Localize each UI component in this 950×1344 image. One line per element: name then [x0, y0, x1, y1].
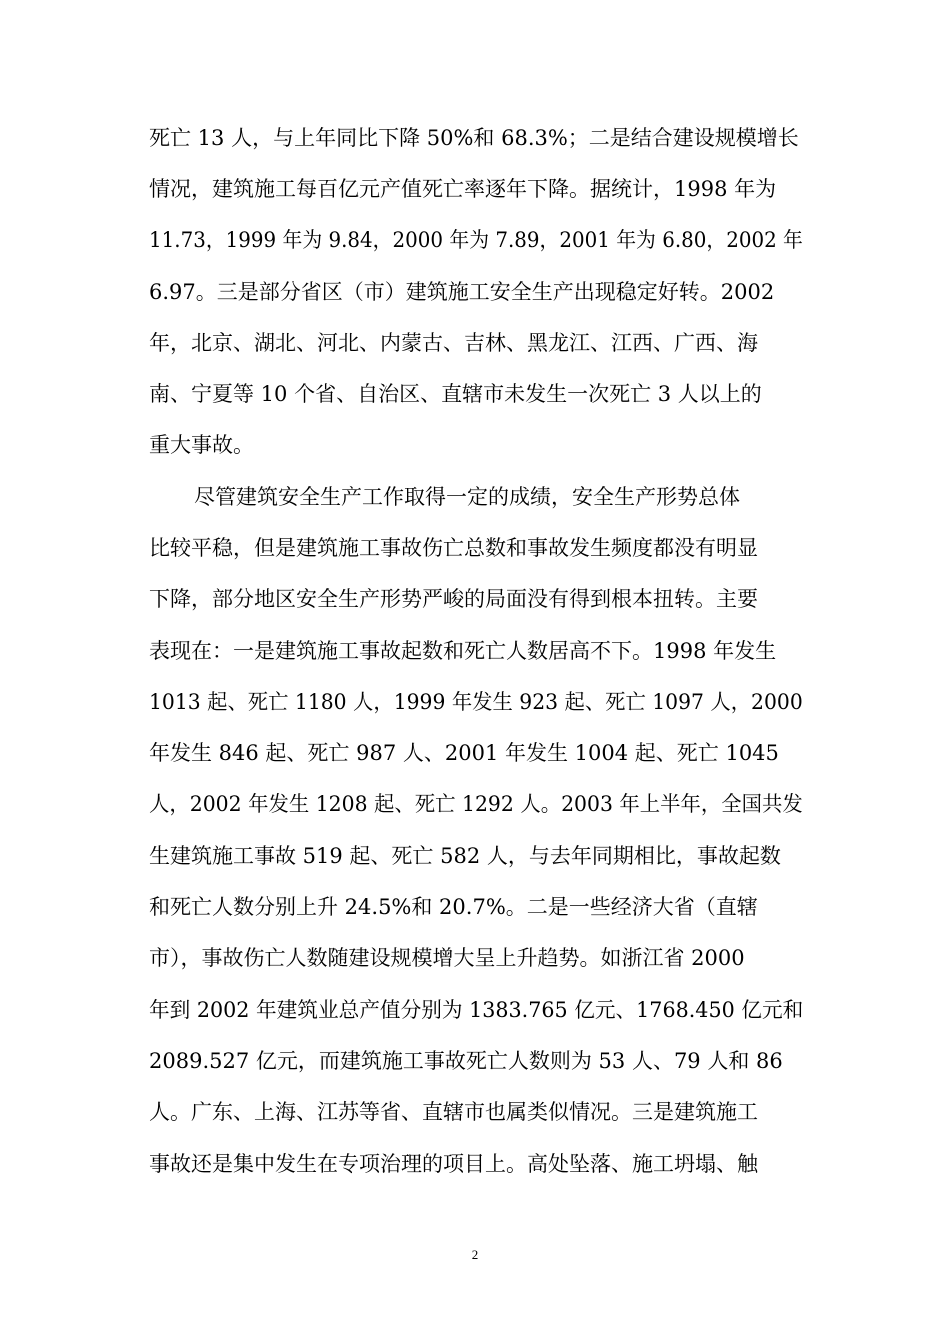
- paragraph-2-line-10: 市），事故伤亡人数随建设规模增大呈上升趋势。如浙江省 2000: [149, 946, 745, 970]
- paragraph-2-line-5: 1013 起、死亡 1180 人，1999 年发生 923 起、死亡 1097 人，2000: [149, 690, 803, 714]
- paragraph-1-line-2: 情况，建筑施工每百亿元产值死亡率逐年下降。据统计，1998 年为: [149, 177, 777, 201]
- paragraph-2-line-6: 年发生 846 起、死亡 987 人、2001 年发生 1004 起、死亡 1045: [149, 741, 779, 765]
- paragraph-1-line-4: 6.97。三是部分省区（市）建筑施工安全生产出现稳定好转。2002: [149, 280, 775, 304]
- paragraph-2-line-11: 年到 2002 年建筑业总产值分别为 1383.765 亿元、1768.450 亿元和: [149, 998, 804, 1022]
- paragraph-1-line-5: 年，北京、湖北、河北、内蒙古、吉林、黑龙江、江西、广西、海: [149, 331, 758, 355]
- paragraph-2-line-7: 人，2002 年发生 1208 起、死亡 1292 人。2003 年上半年，全国共发: [149, 792, 803, 816]
- paragraph-2-line-4: 表现在：一是建筑施工事故起数和死亡人数居高不下。1998 年发生: [149, 639, 777, 663]
- paragraph-2-line-12: 2089.527 亿元，而建筑施工事故死亡人数则为 53 人、79 人和 86: [149, 1049, 783, 1073]
- page-number: 2: [471, 1247, 479, 1262]
- paragraph-2-line-3: 下降，部分地区安全生产形势严峻的局面没有得到根本扭转。主要: [149, 587, 758, 611]
- paragraph-1-line-1: 死亡 13 人，与上年同比下降 50%和 68.3%；二是结合建设规模增长: [149, 126, 799, 150]
- paragraph-2-line-2: 比较平稳，但是建筑施工事故伤亡总数和事故发生频度都没有明显: [149, 536, 758, 560]
- paragraph-1-line-3: 11.73，1999 年为 9.84，2000 年为 7.89，2001 年为 6.80，2002 年: [149, 228, 803, 252]
- paragraph-2-line-14: 事故还是集中发生在专项治理的项目上。高处坠落、施工坍塌、触: [149, 1152, 758, 1176]
- paragraph-2-line-8: 生建筑施工事故 519 起、死亡 582 人，与去年同期相比，事故起数: [149, 844, 781, 868]
- paragraph-2-line-13: 人。广东、上海、江苏等省、直辖市也属类似情况。三是建筑施工: [149, 1100, 758, 1124]
- paragraph-2-line-1: 尽管建筑安全生产工作取得一定的成绩，安全生产形势总体: [194, 485, 740, 509]
- paragraph-1-line-7: 重大事故。: [149, 433, 254, 457]
- paragraph-2-line-9: 和死亡人数分别上升 24.5%和 20.7%。二是一些经济大省（直辖: [149, 895, 758, 919]
- paragraph-1-line-6: 南、宁夏等 10 个省、自治区、直辖市未发生一次死亡 3 人以上的: [149, 382, 762, 406]
